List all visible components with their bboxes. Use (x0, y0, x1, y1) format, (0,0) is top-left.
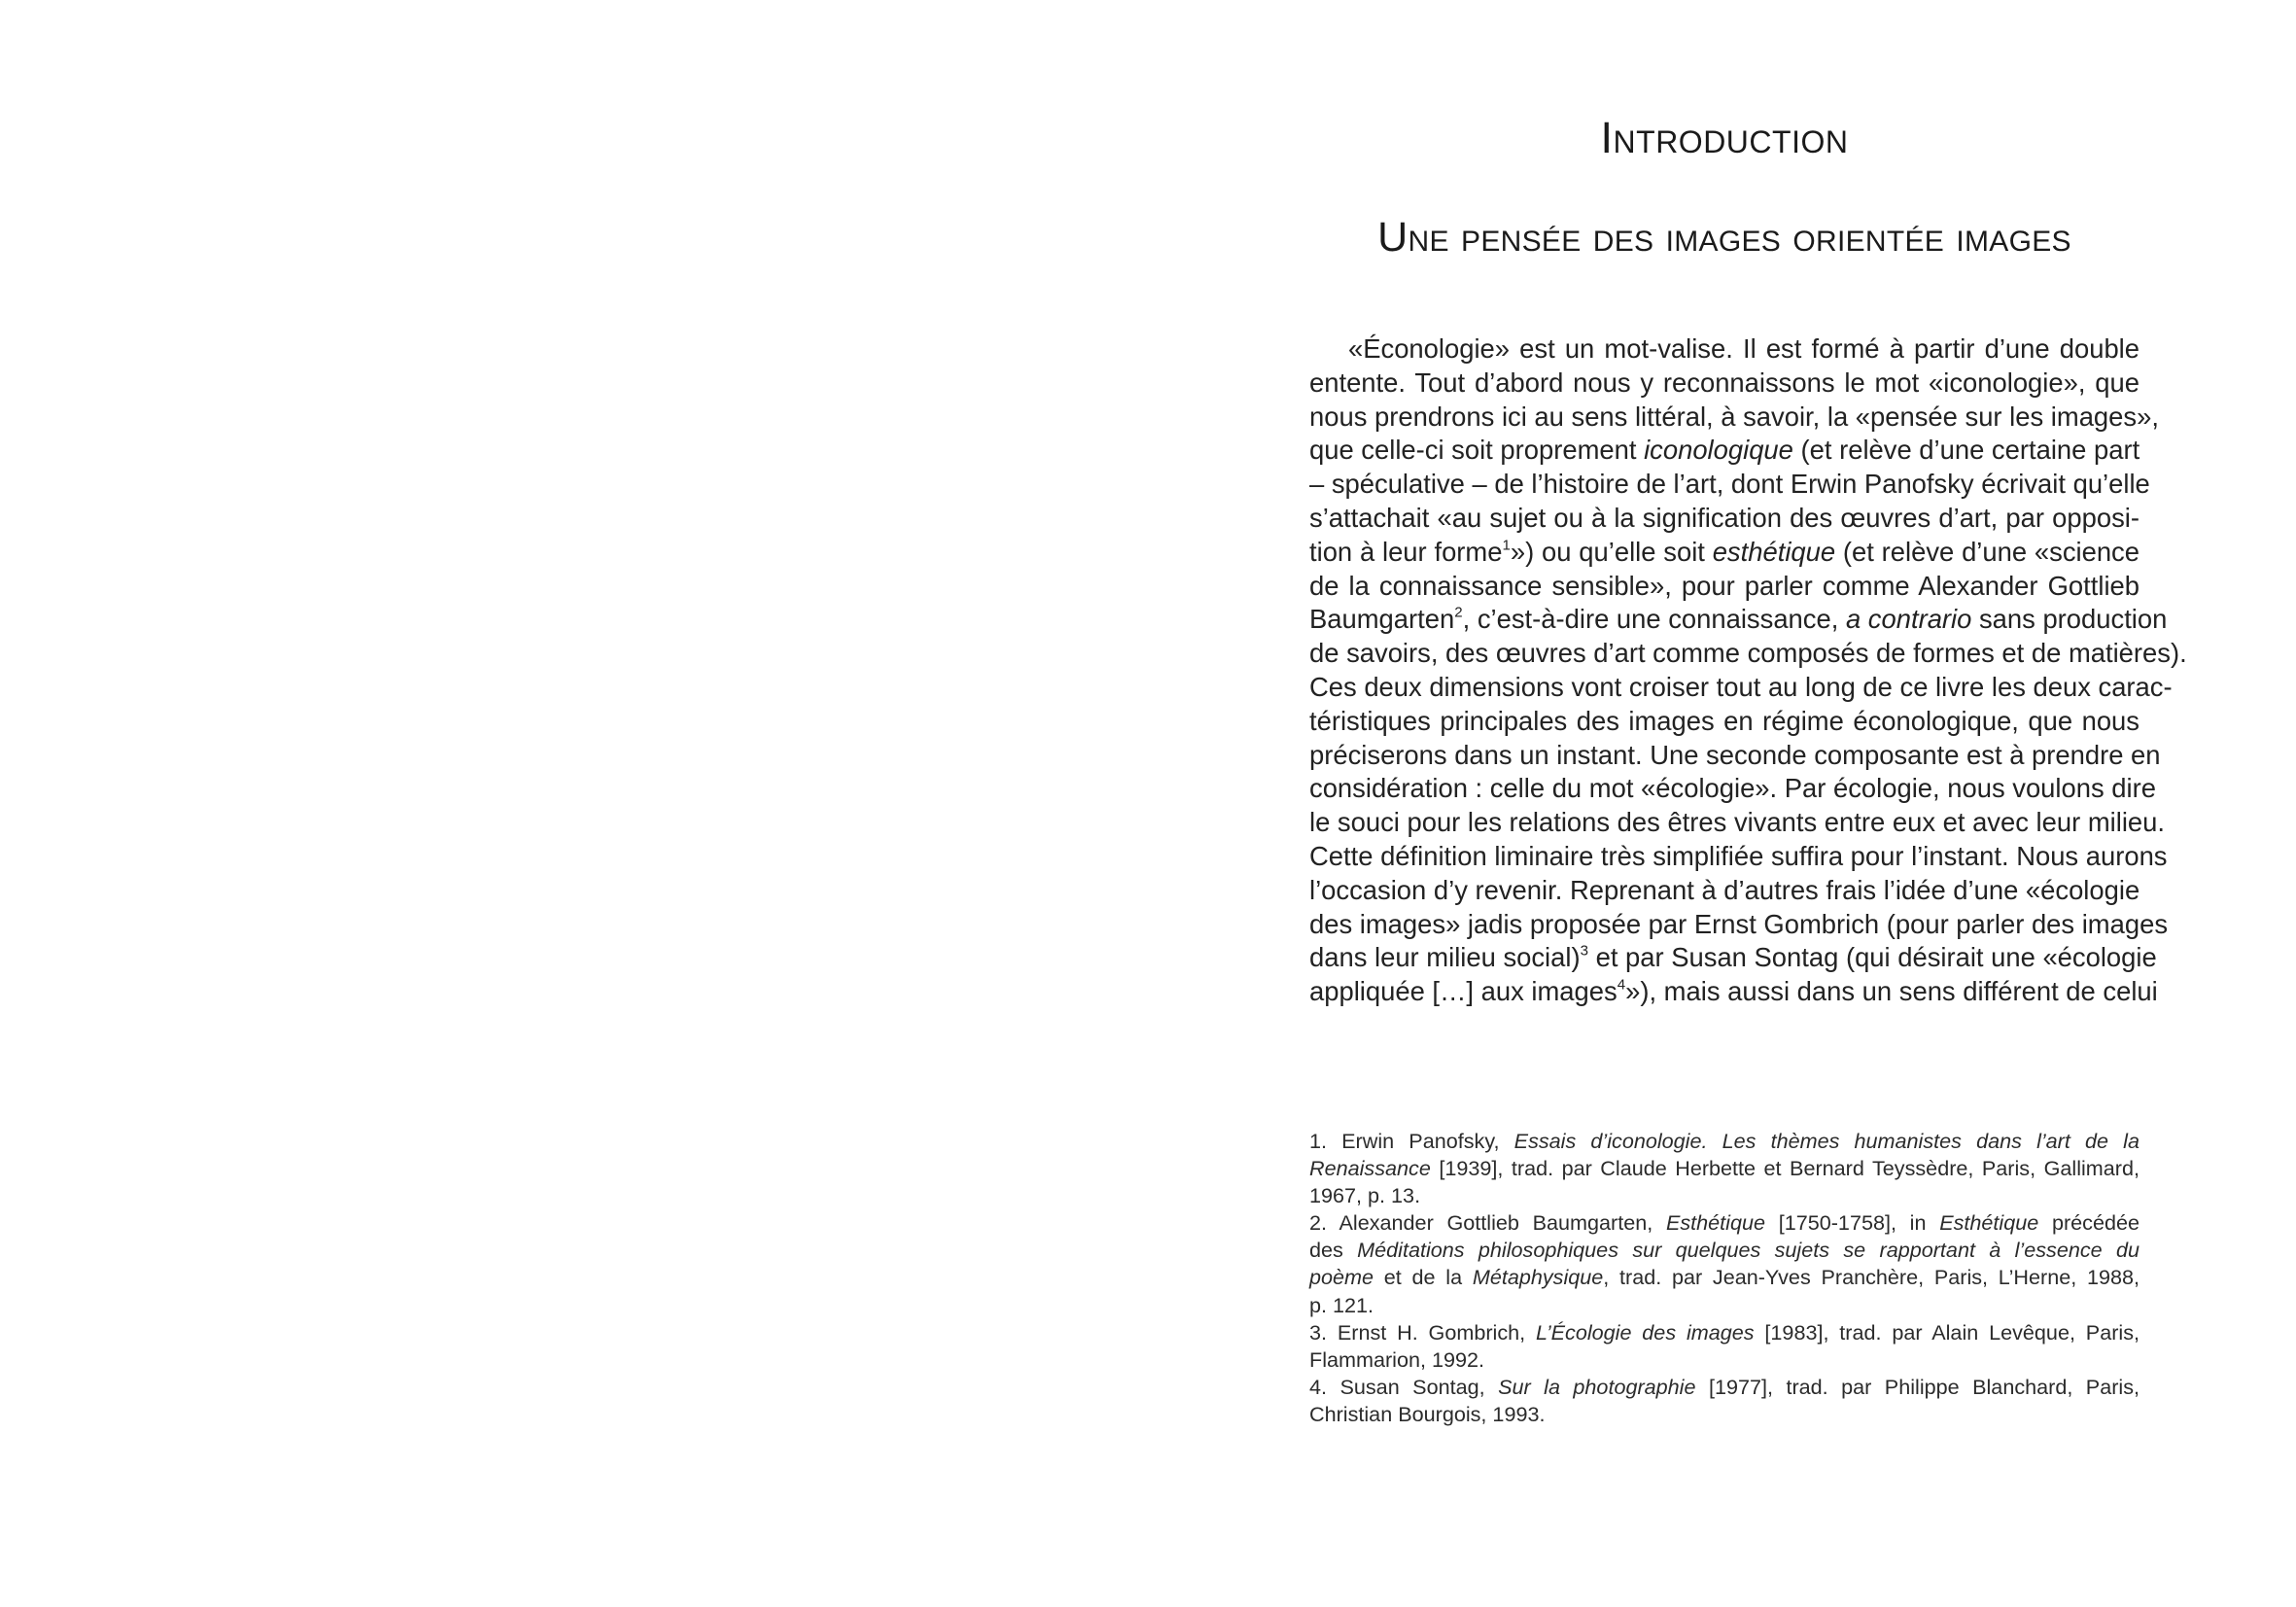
italic-text: Renaissance (1309, 1156, 1431, 1181)
body-line (1309, 772, 2156, 806)
text-run: ») ou qu’elle soit (1510, 536, 1713, 567)
italic-text: Esthétique (1665, 1210, 1765, 1236)
footnote-line (1309, 1319, 2139, 1346)
text-run: tion à leur forme (1309, 536, 1503, 567)
body-paragraph (1309, 332, 2187, 1009)
text-run: et par Susan Sontag (qui désirait une «écologie (1587, 942, 2157, 973)
text-run: p. 121. (1309, 1292, 1374, 1317)
body-line (1309, 434, 2139, 468)
body-line (1309, 332, 2139, 367)
footnote-reference: 3 (1580, 943, 1588, 961)
text-run: [1977], trad. par Philippe Blanchard, Paris, (1695, 1374, 2140, 1399)
text-run: précédée (2038, 1210, 2140, 1236)
body-line (1309, 570, 2139, 604)
text-run: (et relève d’une «science (1835, 536, 2139, 567)
text-run: des (1309, 1238, 1358, 1263)
text-run: de savoirs, des œuvres d’art comme composés de formes et de matières). (1309, 638, 2187, 669)
italic-text: a contrario (1845, 604, 1972, 635)
text-run: [1750-1758], in (1765, 1210, 1940, 1236)
text-run: entente. Tout d’abord nous y reconnaissons le mot «iconologie», que (1309, 367, 2139, 398)
text-run: Cette définition liminaire très simplifiée suffira pour l’instant. Nous aurons (1309, 840, 2168, 871)
text-run: appliquée […] aux images (1309, 976, 1618, 1007)
text-run: 4. Susan Sontag, (1309, 1374, 1499, 1399)
footnote-reference: 4 (1617, 976, 1626, 994)
text-run: 2. Alexander Gottlieb Baumgarten, (1309, 1210, 1666, 1236)
text-run: de la connaissance sensible», pour parler comme Alexander Gottlieb (1309, 570, 2139, 601)
text-run: considération : celle du mot «écologie». Par écologie, nous voulons dire (1309, 773, 2156, 804)
text-run: Christian Bourgois, 1993. (1309, 1401, 1546, 1426)
text-run: , c’est-à-dire une connaissance, (1462, 604, 1846, 635)
italic-text: poème (1309, 1265, 1374, 1290)
text-run: des images» jadis proposée par Ernst Gombrich (pour parler des images (1309, 908, 2169, 939)
text-run: dans leur milieu social) (1309, 942, 1581, 973)
body-line (1309, 401, 2159, 435)
text-run: , trad. par Jean-Yves Pranchère, Paris, L’Herne, 1988, (1603, 1265, 2139, 1290)
italic-text: Méditations philosophiques sur quelques sujets se rapportant à l’essence du (1357, 1238, 2139, 1263)
italic-text: Sur la photographie (1498, 1374, 1696, 1399)
text-run: et de la (1374, 1265, 1473, 1290)
text-run: le souci pour les relations des êtres vivants entre eux et avec leur milieu. (1309, 807, 2165, 838)
text-run: 1967, p. 13. (1309, 1183, 1421, 1208)
text-run: sans production (1971, 604, 2168, 635)
body-line (1309, 941, 2157, 975)
text-run: préciserons dans un instant. Une seconde composante est à prendre en (1309, 739, 2161, 770)
footnote-line (1309, 1374, 2139, 1401)
footnote-line (1309, 1209, 2139, 1237)
body-line (1309, 502, 2139, 536)
italic-text: Esthétique (1939, 1210, 2039, 1236)
text-run: (et relève d’une certaine part (1792, 435, 2140, 466)
body-line (1309, 739, 2161, 773)
footnote-line (1309, 1264, 2139, 1291)
text-run: «Éconologie» est un mot-valise. Il est formé à partir d’une double (1348, 333, 2139, 364)
italic-text: Essais d’iconologie. Les thèmes humanistes dans l’art de la (1513, 1129, 2139, 1153)
body-line (1309, 975, 2158, 1009)
italic-text: iconologique (1644, 435, 1793, 466)
text-run: Baumgarten (1309, 604, 1455, 635)
text-run: s’attachait «au sujet ou à la signification des œuvres d’art, par opposi- (1309, 502, 2139, 533)
footnote-line (1309, 1401, 2139, 1428)
footnote-reference: 2 (1454, 605, 1463, 622)
text-run: que celle-ci soit proprement (1309, 435, 1645, 466)
text-run: Ces deux dimensions vont croiser tout au long de ce livre les deux carac- (1309, 671, 2173, 702)
text-run: [1983], trad. par Alain Levêque, Paris, (1754, 1319, 2139, 1345)
footnote-line (1309, 1346, 2139, 1374)
body-line (1309, 908, 2169, 942)
body-line (1309, 840, 2168, 874)
body-line (1309, 603, 2168, 637)
italic-text: Métaphysique (1472, 1265, 1604, 1290)
text-run: [1939], trad. par Claude Herbette et Bernard Teyssèdre, Paris, Gallimard, (1430, 1156, 2139, 1181)
italic-text: L’Écologie des images (1536, 1319, 1755, 1345)
footnote-reference: 1 (1502, 537, 1511, 554)
footnote-line (1309, 1128, 2139, 1155)
body-line (1309, 671, 2173, 705)
footnote-line (1309, 1182, 2139, 1209)
text-run: téristiques principales des images en régime éconologique, que nous (1309, 705, 2139, 736)
footnote-line (1309, 1292, 2139, 1319)
body-line (1309, 874, 2139, 908)
body-line (1309, 806, 2165, 840)
text-run: nous prendrons ici au sens littéral, à savoir, la «pensée sur les images», (1309, 401, 2159, 432)
footnotes (1309, 1128, 2139, 1428)
footnote-line (1309, 1155, 2139, 1182)
text-run: – spéculative – de l’histoire de l’art, dont Erwin Panofsky écrivait qu’elle (1309, 469, 2150, 500)
body-line (1309, 637, 2187, 671)
text-run: Flammarion, 1992. (1309, 1346, 1485, 1372)
chapter-label: Introduction (1600, 113, 1849, 162)
body-line (1309, 367, 2139, 401)
text-run: l’occasion d’y revenir. Reprenant à d’autres frais l’idée d’une «écologie (1309, 874, 2140, 905)
text-run: 3. Ernst H. Gombrich, (1309, 1319, 1536, 1345)
body-line (1309, 536, 2139, 570)
body-line (1309, 705, 2139, 739)
text-run: 1. Erwin Panofsky, (1309, 1129, 1514, 1153)
italic-text: esthétique (1712, 536, 1836, 567)
body-line (1309, 468, 2150, 502)
footnote-line (1309, 1237, 2139, 1264)
chapter-title: Une pensée des images orientée images (1377, 214, 2071, 261)
text-run: »), mais aussi dans un sens différent de celui (1625, 976, 2158, 1007)
